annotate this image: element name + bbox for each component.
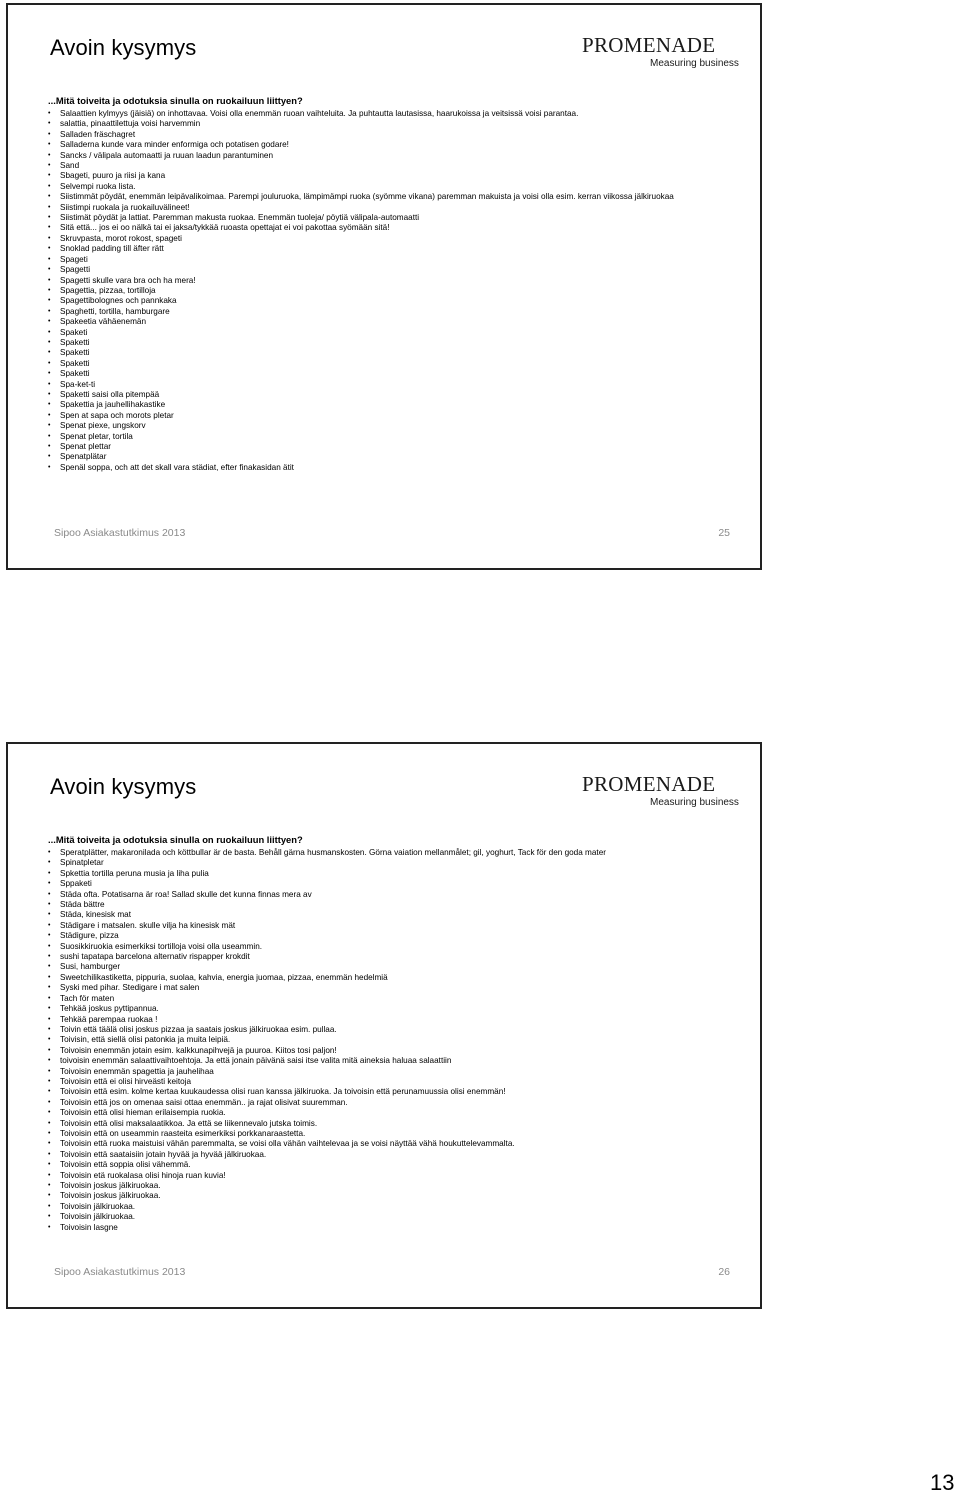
answer-item: • Sitä että... jos ei oo nälkä tai ei jaksa/tykkää ruoasta opettajat ei voi pakottaa syömään sitä!	[48, 223, 738, 233]
answer-item: • Syski med pihar. Stedigare i mat salen	[48, 983, 738, 993]
answer-item: • Sweetchilikastiketta, pippuria, suolaa, kahvia, energia juomaa, pizzaa, enemmän hedelmiä	[48, 973, 738, 983]
answer-item: • Sppaketi	[48, 879, 738, 889]
answer-item: • Toivoisin jälkiruokaa.	[48, 1212, 738, 1222]
answer-item: • Spagetti	[48, 265, 738, 275]
answer-item: • Spaketti	[48, 359, 738, 369]
answer-item: • Toivoisin että jos on omenaa saisi ottaa enemmän.. ja rajat olisivat suuremman.	[48, 1098, 738, 1108]
answer-item: • Siistimmät pöydät, enemmän leipävalikoimaa. Parempi jouluruoka, lämpimämpi ruoka (syömme vikana) paremman makuista ja voisi olla esim. kerran viikossa jälkiruokaa	[48, 192, 738, 202]
answer-item: • Spaketti	[48, 348, 738, 358]
answer-item: • Toivoisin että esim. kolme kertaa kuukaudessa olisi ruan kanssa jälkiruoka. Ja toivoisin että perunamuussia olisi enemmän!	[48, 1087, 738, 1097]
answer-item: • Toivoisin enemmän jotain esim. kalkkunapihvejä ja puuroa. Kiitos tosi paljon!	[48, 1046, 738, 1056]
promenade-logo	[582, 772, 742, 812]
answer-item: • Toivoisin että on useammin raasteita esimerkiksi porkkanaraastetta.	[48, 1129, 738, 1139]
slide-25	[6, 3, 762, 570]
answer-item: • Spaketti	[48, 338, 738, 348]
answer-item: • Städa ofta. Potatisarna är roa! Sallad skulle det kunna finnas mera av	[48, 890, 738, 900]
footer-label: Sipoo Asiakastutkimus 2013	[54, 1266, 186, 1278]
slide-26	[6, 742, 762, 1309]
answer-item: • Spaketti	[48, 369, 738, 379]
answer-item: • salattia, pinaattilettuja voisi harvemmin	[48, 119, 738, 129]
answer-list	[48, 848, 738, 1233]
answer-item: • Spenat pletar, tortila	[48, 432, 738, 442]
logo-tagline: Measuring business	[650, 797, 739, 808]
answer-item: • Spaghetti, tortilla, hamburgare	[48, 307, 738, 317]
answer-item: • Städa, kinesisk mat	[48, 910, 738, 920]
answer-item: • Städigure, pizza	[48, 931, 738, 941]
answer-item: • Toivoisin että olisi maksalaatikkoa. Ja että se liikennevalo jutska toimis.	[48, 1119, 738, 1129]
answer-item: • Skruvpasta, morot rokost, spageti	[48, 234, 738, 244]
question-heading: ...Mitä toiveita ja odotuksia sinulla on ruokailuun liittyen?	[48, 834, 303, 845]
logo-wordmark: PROMENADE	[582, 33, 716, 57]
answer-item: • Selvempi ruoka lista.	[48, 182, 738, 192]
answer-item: • Toivoisin joskus jälkiruokaa.	[48, 1181, 738, 1191]
answer-item: • Spenat piexe, ungskorv	[48, 421, 738, 431]
answer-item: • Tehkää joskus pyttipannua.	[48, 1004, 738, 1014]
answer-item: • toivoisin enemmän salaattivaihtoehtoja. Ja että jonain päivänä saisi itse valita mitä aineksia haluaa salaattiin	[48, 1056, 738, 1066]
question-heading: ...Mitä toiveita ja odotuksia sinulla on ruokailuun liittyen?	[48, 95, 303, 106]
answer-item: • Spinatpletar	[48, 858, 738, 868]
answer-item: • Spakettia ja jauhellihakastike	[48, 400, 738, 410]
answer-item: • Sand	[48, 161, 738, 171]
answer-item: • Spenat plettar	[48, 442, 738, 452]
answer-item: • Salladen fräschagret	[48, 130, 738, 140]
slide-number: 26	[718, 1266, 730, 1278]
slide-title: Avoin kysymys	[50, 35, 197, 60]
answer-item: • Toivoisin että saataisiin jotain hyvää ja hyvää jälkiruokaa.	[48, 1150, 738, 1160]
answer-item: • Toivisin, että siellä olisi patonkia ja muita leipiä.	[48, 1035, 738, 1045]
answer-item: • Sancks / välipala automaatti ja ruuan laadun parantuminen	[48, 151, 738, 161]
answer-item: • Städa bättre	[48, 900, 738, 910]
answer-item: • Spagetti skulle vara bra och ha mera!	[48, 276, 738, 286]
footer-label: Sipoo Asiakastutkimus 2013	[54, 527, 186, 539]
answer-item: • Spenäl soppa, och att det skall vara städiat, efter finakasidan ätit	[48, 463, 738, 473]
answer-item: • Suosikkiruokia esimerkiksi tortilloja voisi olla useammin.	[48, 942, 738, 952]
answer-item: • Spaketi	[48, 328, 738, 338]
answer-item: • Toivin että täälä olisi joskus pizzaa ja saatais joskus jälkiruokaa esim. pullaa.	[48, 1025, 738, 1035]
answer-item: • Spagettibolognes och pannkaka	[48, 296, 738, 306]
slide-number: 25	[718, 527, 730, 539]
answer-item: • Spageti	[48, 255, 738, 265]
answer-item: • Toivoisin että ei olisi hirveästi keitoja	[48, 1077, 738, 1087]
slide-title: Avoin kysymys	[50, 774, 197, 799]
answer-item: • Snoklad padding till äfter rätt	[48, 244, 738, 254]
promenade-logo	[582, 33, 742, 73]
logo-tagline: Measuring business	[650, 58, 739, 69]
answer-item: • Toivoisin jälkiruokaa.	[48, 1202, 738, 1212]
document-page-number: 13	[930, 1470, 955, 1495]
answer-item: • Tehkää parempaa ruokaa !	[48, 1015, 738, 1025]
answer-item: • Spen at sapa och morots pletar	[48, 411, 738, 421]
answer-item: • Siistimpi ruokala ja ruokailuvälineet!	[48, 203, 738, 213]
answer-item: • Städigare i matsalen. skulle vilja ha kinesisk mät	[48, 921, 738, 931]
answer-item: • Tach för maten	[48, 994, 738, 1004]
answer-item: • Spenatplätar	[48, 452, 738, 462]
answer-list	[48, 109, 738, 473]
answer-item: • Toivoisin että ruoka maistuisi vähän paremmalta, se voisi olla vähän vaihtelevaa ja se voisi näyttää vähä houkuttelevammalta.	[48, 1139, 738, 1149]
answer-item: • Siistimät pöydät ja lattiat. Paremman makusta ruokaa. Enemmän tuoleja/ pöytiä välipala-automaatti	[48, 213, 738, 223]
answer-item: • Toivoisin etä ruokalasa olisi hinoja ruan kuvia!	[48, 1171, 738, 1181]
answer-item: • Salaattien kylmyys (jäisiä) on inhottavaa. Voisi olla enemmän ruoan vaihteluita. Ja puhtautta lautasissa, haarukoissa ja veitsissä voisi parantaa.	[48, 109, 738, 119]
answer-item: • Toivoisin lasgne	[48, 1223, 738, 1233]
logo-wordmark: PROMENADE	[582, 772, 716, 796]
answer-item: • Spagettia, pizzaa, tortilloja	[48, 286, 738, 296]
answer-item: • Susi, hamburger	[48, 962, 738, 972]
answer-item: • Speratplätter, makaronilada och köttbullar är de basta. Behåll gärna husmanskosten. Görna vaiation mellanmålet; gil, yoghurt, Tack för den goda mater	[48, 848, 738, 858]
answer-item: • Sbageti, puuro ja riisi ja kana	[48, 171, 738, 181]
answer-item: • Spa-ket-ti	[48, 380, 738, 390]
answer-item: • sushi tapatapa barcelona alternativ rispapper krokdit	[48, 952, 738, 962]
answer-item: • Spkettia tortilla peruna musia ja liha pulia	[48, 869, 738, 879]
answer-item: • Toivoisin että olisi hieman erilaisempia ruokia.	[48, 1108, 738, 1118]
answer-item: • Toivoisin että soppia olisi vähemmä.	[48, 1160, 738, 1170]
answer-item: • Salladerna kunde vara minder enformiga och potatisen godare!	[48, 140, 738, 150]
answer-item: • Spakeetia vähäenemän	[48, 317, 738, 327]
answer-item: • Toivoisin enemmän spagettia ja jauhelihaa	[48, 1067, 738, 1077]
answer-item: • Spaketti saisi olla pitempää	[48, 390, 738, 400]
answer-item: • Toivoisin joskus jälkiruokaa.	[48, 1191, 738, 1201]
